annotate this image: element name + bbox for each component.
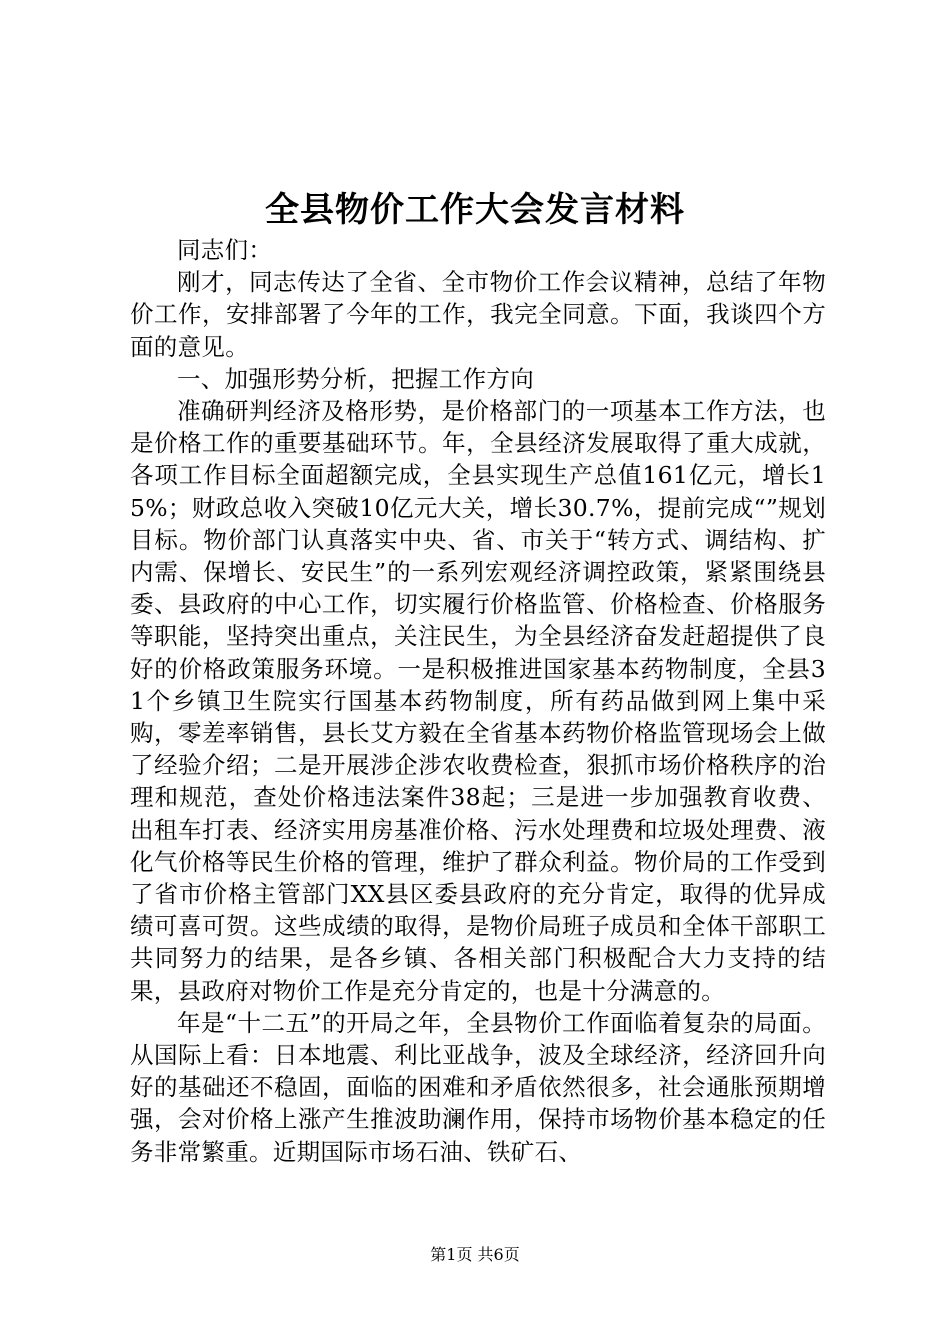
document-body	[130, 234, 826, 1168]
document-title: 全县物价工作大会发言材料	[265, 190, 685, 230]
paragraph-greeting: 同志们：	[177, 236, 273, 264]
page-number-footer: 第1页 共6页	[430, 1245, 520, 1264]
paragraph-analysis: 准确研判经济及格形势，是价格部门的一项基本工作方法，也是价格工作的重要基础环节。年，全县经济发展取得了重大成就，各项工作目标全面超额完成，全县实现生产总值161亿元，增长15%；财政总收入突破10亿元大关，增长30.7%，提前完成“”规划目标。物价部门认真落实中央、省、市关于“转方式、调结构、扩内需、保增长、安民生”的一系列宏观经济调控政策，紧紧围绕县委、县政府的中心工作，切实履行价格监管、价格检查、价格服务等职能，坚持突出重点，关注民生，为全县经济奋发赶超提供了良好的价格政策服务环境。一是积极推进国家基本药物制度，全县31个乡镇卫生院实行国基本药物制度，所有药品做到网上集中采购，零差率销售，县长艾方毅在全省基本药物价格监管现场会上做了经验介绍；二是开展涉企涉农收费检查，狠抓市场价格秩序的治理和规范，查处价格违法案件38起；三是进一步加强教育收费、出租车打表、经济实用房基准价格、污水处理费和垃圾处理费、液化气价格等民生价格的管理，维护了群众利益。物价局的工作受到了省市价格主管部门XX县区委县政府的充分肯定，取得的优异成绩可喜可贺。这些成绩的取得，是物价局班子成员和全体干部职工共同努力的结果，是各乡镇、各相关部门积极配合大力支持的结果，县政府对物价工作是充分肯定的，也是十分满意的。	[130, 397, 826, 1005]
paragraph-intro: 刚才，同志传达了全省、全市物价工作会议精神，总结了年物价工作，安排部署了今年的工作，我完全同意。下面，我谈四个方面的意见。	[130, 268, 826, 361]
paragraph-situation: 年是“十二五”的开局之年，全县物价工作面临着复杂的局面。从国际上看：日本地震、利比亚战争，波及全球经济，经济回升向好的基础还不稳固，面临的困难和矛盾依然很多，社会通胀预期增强，会对价格上涨产生推波助澜作用，保持市场物价基本稳定的任务非常繁重。近期国际市场石油、铁矿石、	[130, 1008, 826, 1166]
section-heading-1: 一、加强形势分析，把握工作方向	[177, 364, 534, 393]
